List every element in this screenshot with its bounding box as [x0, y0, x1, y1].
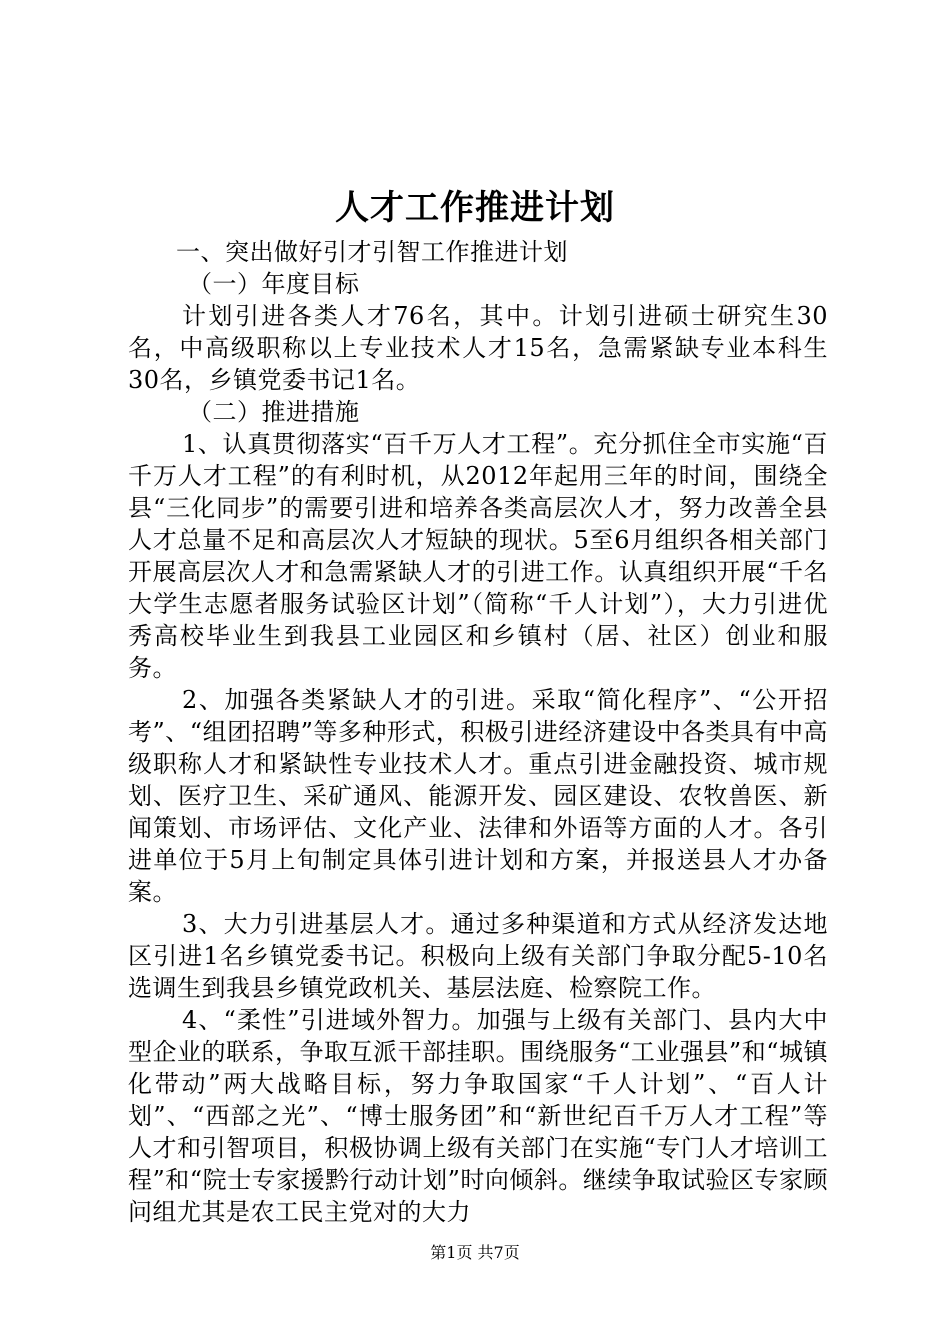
section-heading: 一、突出做好引才引智工作推进计划 — [176, 238, 568, 266]
paragraph-measure-3: 3、大力引进基层人才。通过多种渠道和方式从经济发达地区引进1名乡镇党委书记。积极向上级有关部门争取分配5-10名选调生到我县乡镇党政机关、基层法庭、检察院工作。 — [128, 910, 828, 1002]
page-footer: 第1页 共7页 — [430, 1243, 520, 1262]
subsection-heading-annual-goal: （一）年度目标 — [188, 270, 360, 298]
paragraph-measure-1: 1、认真贯彻落实“百千万人才工程”。充分抓住全市实施“百千万人才工程”的有利时机，从2012年起用三年的时间，围绕全县“三化同步”的需要引进和培养各类高层次人才，努力改善全县人才总量不足和高层次人才短缺的现状。5至6月组织各相关部门开展高层次人才和急需紧缺人才的引进工作。认真组织开展“千名大学生志愿者服务试验区计划”（简称“千人计划”），大力引进优秀高校毕业生到我县工业园区和乡镇村（居、社区）创业和服务。 — [128, 430, 828, 682]
paragraph-measure-2: 2、加强各类紧缺人才的引进。采取“简化程序”、“公开招考”、“组团招聘”等多种形式，积极引进经济建设中各类具有中高级职称人才和紧缺性专业技术人才。重点引进金融投资、城市规划、医疗卫生、采矿通风、能源开发、园区建设、农牧兽医、新闻策划、市场评估、文化产业、法律和外语等方面的人才。各引进单位于5月上旬制定具体引进计划和方案，并报送县人才办备案。 — [128, 686, 828, 906]
document-body — [128, 236, 828, 1228]
paragraph-annual-goal: 计划引进各类人才76名，其中。计划引进硕士研究生30名，中高级职称以上专业技术人才15名，急需紧缺专业本科生30名，乡镇党委书记1名。 — [128, 302, 828, 394]
subsection-heading-measures: （二）推进措施 — [188, 398, 360, 426]
document-title: 人才工作推进计划 — [335, 188, 615, 228]
paragraph-measure-4: 4、“柔性”引进域外智力。加强与上级有关部门、县内大中型企业的联系，争取互派干部挂职。围绕服务“工业强县”和“城镇化带动”两大战略目标，努力争取国家“千人计划”、“百人计划”、“西部之光”、“博士服务团”和“新世纪百千万人才工程”等人才和引智项目，积极协调上级有关部门在实施“专门人才培训工程”和“院士专家援黔行动计划”时向倾斜。继续争取试验区专家顾问组尤其是农工民主党对的大力 — [128, 1006, 828, 1226]
